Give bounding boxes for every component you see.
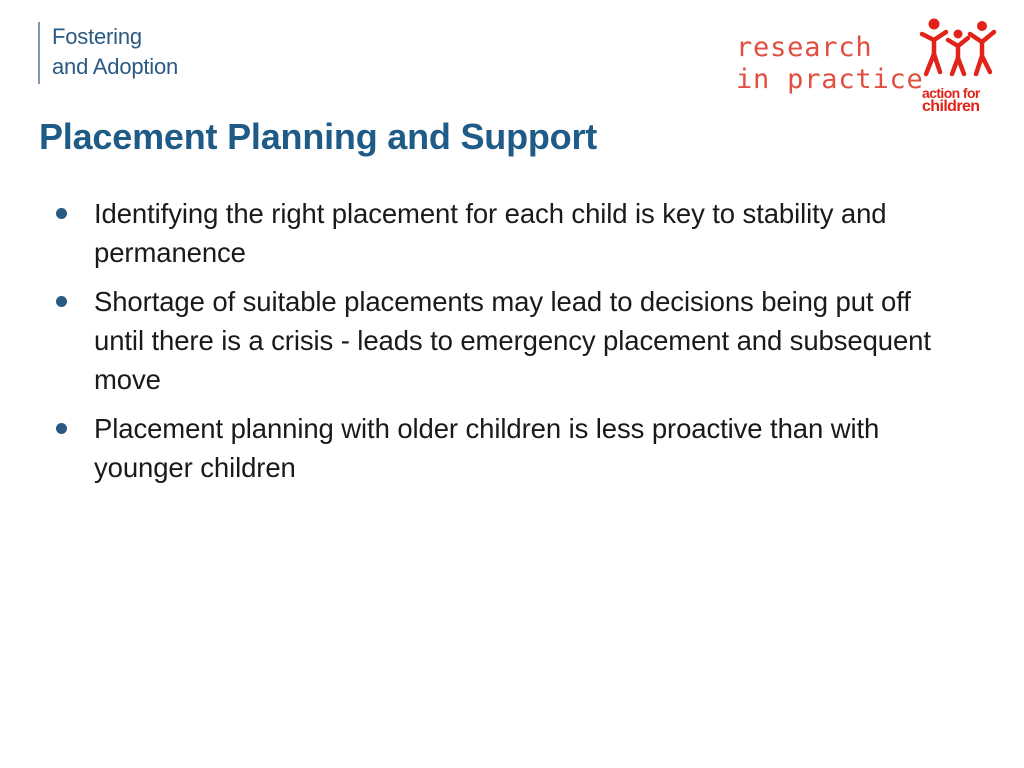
research-in-practice-logo: [736, 32, 924, 96]
round-bullet-icon: [56, 423, 67, 434]
round-bullet-icon: [56, 208, 67, 219]
bullet-item: [54, 282, 934, 399]
bullet-text: Shortage of suitable placements may lead to decisions being put off until there is a crisis - leads to emergency placement and subsequent move: [94, 286, 931, 395]
brand-line-1: Fostering: [52, 24, 142, 49]
afc-wordmark: [922, 86, 980, 114]
action-for-children-figures-icon: [918, 14, 998, 86]
round-bullet-icon: [56, 296, 67, 307]
afc-line-1: action for: [922, 85, 980, 101]
bullet-item: [54, 409, 934, 487]
brand-fostering-adoption: [38, 22, 178, 84]
bullet-text: Identifying the right placement for each child is key to stability and permanence: [94, 198, 887, 268]
slide-title: Placement Planning and Support: [39, 116, 598, 157]
action-for-children-logo: [918, 14, 998, 114]
bullet-item: [54, 194, 934, 272]
rip-line-1: research: [736, 32, 873, 63]
bullet-text: Placement planning with older children is less proactive than with younger children: [94, 413, 880, 483]
brand-line-2: and Adoption: [52, 54, 179, 79]
rip-line-2: in practice: [736, 64, 924, 95]
afc-line-2: children: [922, 98, 980, 115]
bullet-list: [54, 194, 934, 497]
